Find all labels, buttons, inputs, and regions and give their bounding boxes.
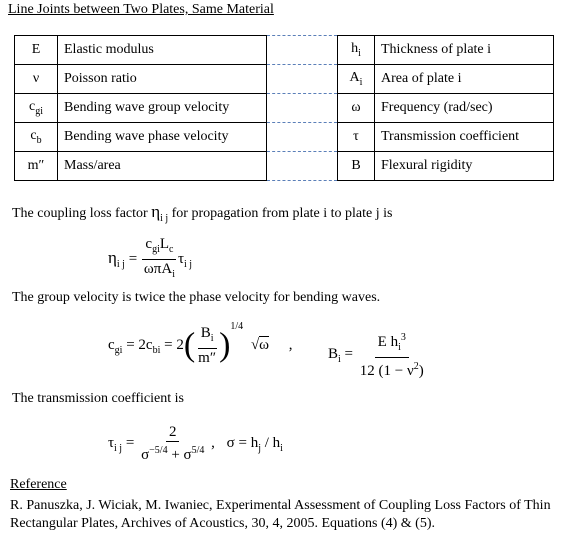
definition-cell: Poisson ratio (58, 65, 267, 94)
reference-text-line1: R. Panuszka, J. Wiciak, M. Iwaniec, Experimental Assessment of Coupling Loss Factors of Thin (10, 498, 551, 513)
glossary-row (15, 65, 554, 94)
paragraph-group-velocity: The group velocity is twice the phase velocity for bending waves. (12, 290, 381, 305)
symbol-cell: τ (338, 123, 375, 152)
glossary-row (15, 94, 554, 123)
definition-cell: Area of plate i (375, 65, 554, 94)
symbol-glossary-table (14, 35, 554, 181)
reference-text-line2: Rectangular Plates, Archives of Acoustics, 30, 4, 2005. Equations (4) & (5). (10, 516, 435, 531)
definition-cell: Bending wave phase velocity (58, 123, 267, 152)
symbol-cell: $c_b$ (15, 123, 58, 152)
definition-cell: Elastic modulus (58, 36, 267, 65)
page-title: Line Joints between Two Plates, Same Material (8, 2, 274, 17)
equation-group-velocity: $c_{gi} = 2c_{bi} = 2$( $\frac{B_i}{m''}$ )$^{1/4}$ √ω , (108, 320, 293, 366)
glossary-row (15, 152, 554, 181)
symbol-cell: ν (15, 65, 58, 94)
symbol-cell: $h_i$ (338, 36, 375, 65)
definition-cell: Frequency (rad/sec) (375, 94, 554, 123)
equation-flexural-rigidity: $B_i$ = $\frac{E h_i^3}{12 (1 - \nu^2)}$ (328, 332, 424, 379)
reference-heading: Reference (10, 477, 67, 492)
symbol-cell: $A_i$ (338, 65, 375, 94)
symbol-cell: $c_{gi}$ (15, 94, 58, 123)
definition-cell: Bending wave group velocity (58, 94, 267, 123)
paragraph-transmission: The transmission coefficient is (12, 391, 184, 406)
definition-cell: Mass/area (58, 152, 267, 181)
paragraph-coupling-loss: The coupling loss factor $\eta_{i j}$ for propagation from plate i to plate j is (12, 202, 393, 224)
symbol-cell: B (338, 152, 375, 181)
definition-cell: Flexural rigidity (375, 152, 554, 181)
symbol-cell: E (15, 36, 58, 65)
equation-transmission-coefficient: $\tau_{i j}$ = $\frac{2}{\sigma^{-5/4} + \sigma^{5/4}}$ , $\sigma = h_j / h_i$ (108, 424, 283, 463)
glossary-row (15, 123, 554, 152)
definition-cell: Thickness of plate i (375, 36, 554, 65)
glossary-row (15, 36, 554, 65)
symbol-cell: m″ (15, 152, 58, 181)
definition-cell: Transmission coefficient (375, 123, 554, 152)
equation-coupling-loss-factor: $\eta_{i j}$ = $\frac{c_{gi}L_c}{\omega\pi A_i}$ $\tau_{i j}$ (108, 236, 193, 280)
symbol-cell: ω (338, 94, 375, 123)
